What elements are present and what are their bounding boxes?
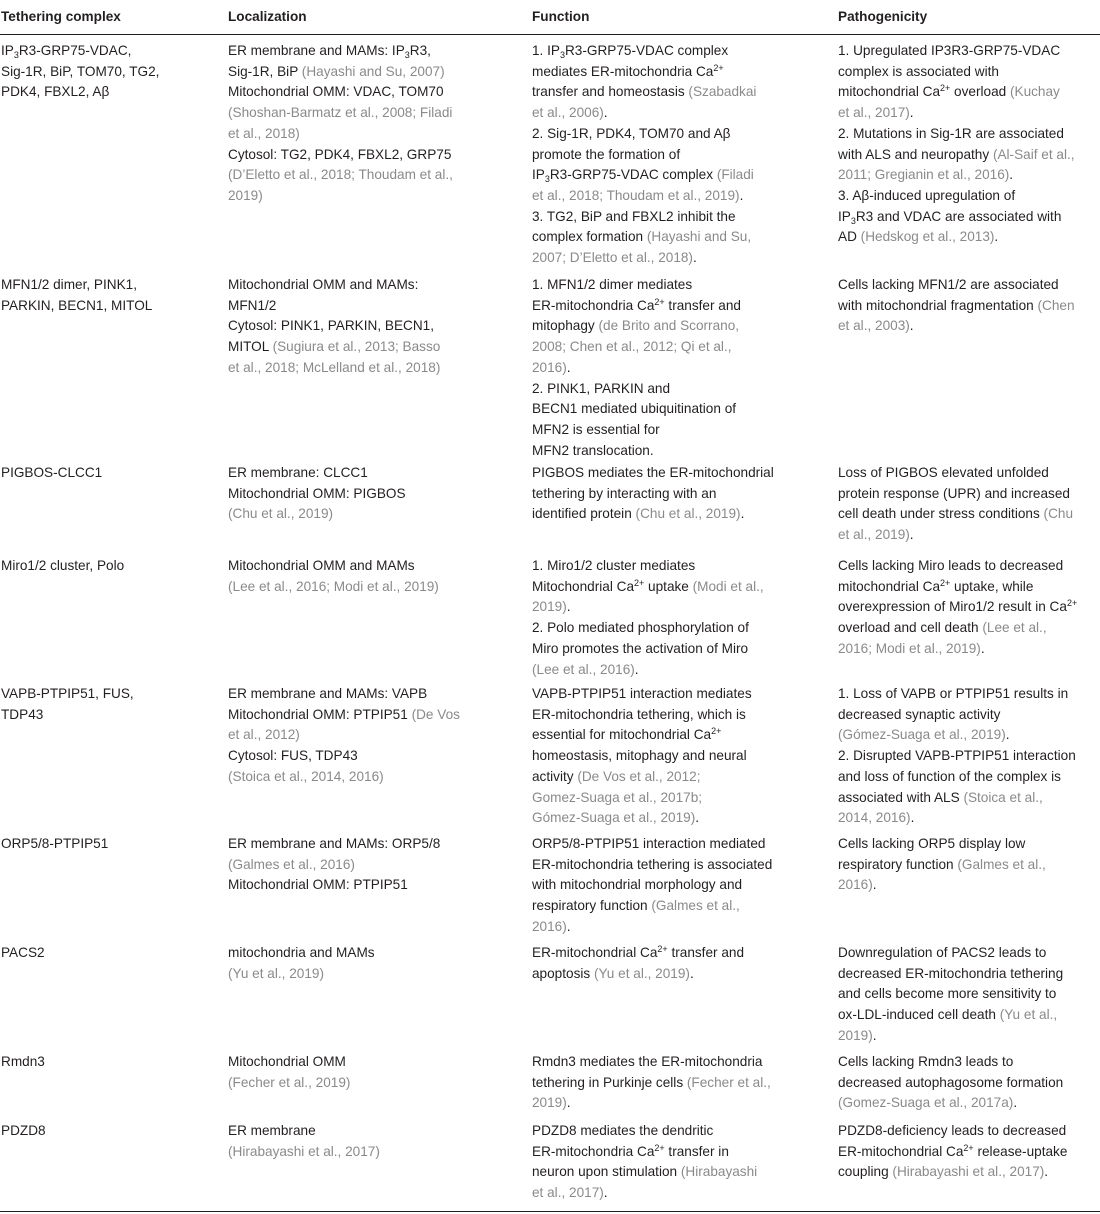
cell-text: 3. TG2, BiP and FBXL2 inhibit the	[532, 208, 736, 224]
superscript: 2+	[654, 296, 665, 307]
citation: 2016; Modi et al., 2019)	[838, 640, 981, 656]
cell-localization	[228, 1121, 528, 1162]
cell-function	[532, 41, 832, 269]
superscript: 2+	[1066, 598, 1078, 609]
cell-text: VAPB-PTPIP51 interaction mediates	[532, 686, 752, 701]
cell-text: .	[566, 599, 571, 615]
cell-text: transfer and homeostasis	[532, 84, 689, 100]
cell-text: Cells lacking Rmdn3 leads to	[838, 1054, 1014, 1069]
cell-localization	[228, 556, 528, 597]
citation: (Fecher et al., 2019)	[228, 1074, 351, 1090]
citation: (de Brito and Scorrano,	[598, 318, 740, 334]
cell-text: 2. Sig-1R, PDK4, TOM70 and Aβ	[532, 125, 731, 141]
cell-text: MITOL	[228, 339, 273, 355]
superscript: 2+	[963, 1142, 974, 1153]
citation: (Szabadkai	[688, 84, 757, 100]
superscript: 2+	[634, 577, 645, 588]
cell-text: ox-LDL-induced cell death	[838, 1007, 1000, 1023]
citation: (Shoshan-Barmatz et al., 2008; Filadi	[228, 105, 453, 121]
cell-text: R3,	[409, 43, 431, 58]
header-pathogenicity: Pathogenicity	[838, 9, 928, 24]
citation: (Al-Saif et al.,	[992, 146, 1075, 162]
citation: (Fecher et al.,	[686, 1074, 771, 1090]
cell-text: Rmdn3 mediates the ER-mitochondria	[532, 1054, 763, 1069]
citation: (Hayashi and Su, 2007)	[301, 63, 445, 79]
cell-pathogenicity	[838, 1052, 1100, 1114]
cell-text: coupling	[838, 1164, 893, 1180]
cell-text: .	[566, 359, 571, 375]
cell-text: IP	[838, 208, 851, 224]
cell-text: ER-mitochondria tethering, which is	[532, 706, 746, 722]
citation: 2007; D’Eletto et al., 2018)	[532, 250, 693, 266]
cell-text: .	[1013, 1095, 1018, 1111]
cell-text: uptake, while	[950, 578, 1034, 594]
header-localization: Localization	[228, 9, 307, 24]
cell-text: respiratory function	[532, 898, 652, 914]
superscript: 2+	[654, 1142, 665, 1153]
cell-text: R3-GRP75-VDAC complex	[549, 167, 717, 183]
cell-text: ER membrane and MAMs: ORP5/8	[228, 836, 441, 851]
citation: 2019)	[532, 599, 567, 615]
cell-text: 2. Disrupted VAPB-PTPIP51 interaction	[838, 748, 1076, 764]
citation: et al., 2012)	[228, 727, 300, 743]
citation: et al., 2019)	[838, 527, 910, 543]
cell-text: .	[872, 1027, 877, 1043]
cell-text: 3. Aβ-induced upregulation of	[838, 187, 1016, 203]
citation: et al., 2017)	[838, 105, 910, 121]
subscript: 3	[544, 174, 550, 185]
cell-text: ER-mitochondrial Ca	[838, 1143, 964, 1159]
citation: (Yu et al., 2019)	[593, 965, 690, 981]
citation: et al., 2018)	[228, 125, 300, 141]
superscript: 2+	[713, 62, 724, 73]
cell-text: release-uptake	[973, 1143, 1068, 1159]
cell-text: apoptosis	[532, 965, 594, 981]
cell-text: Cytosol: TG2, PDK4, FBXL2, GRP75	[228, 146, 452, 162]
cell-text: Rmdn3	[1, 1054, 45, 1069]
cell-text: and cells become more sensitivity to	[838, 986, 1057, 1002]
subscript: 3	[13, 50, 19, 60]
cell-text: .	[566, 1095, 571, 1111]
cell-text: PIGBOS-CLCC1	[1, 465, 103, 480]
cell-text: ER membrane	[228, 1123, 316, 1138]
cell-text: neuron upon stimulation	[532, 1164, 681, 1180]
cell-text: PDZD8	[1, 1123, 46, 1138]
citation: (Kuchay	[1009, 84, 1060, 100]
cell-text: activity	[532, 768, 578, 784]
cell-text: .	[739, 187, 744, 203]
cell-text: tethering in Purkinje cells	[532, 1074, 687, 1090]
citation: et al., 2003)	[838, 318, 910, 334]
cell-text: transfer in	[664, 1143, 729, 1159]
cell-function	[532, 834, 832, 938]
cell-function	[532, 1121, 832, 1204]
citation: et al., 2006)	[532, 105, 604, 121]
cell-tethering-complex	[1, 275, 216, 316]
cell-text: .	[603, 1185, 608, 1201]
citation: 2019)	[228, 187, 263, 203]
cell-text: TDP43	[1, 706, 44, 722]
citation: (De Vos et al., 2012;	[577, 768, 701, 784]
citation: 2014, 2016)	[838, 810, 911, 826]
cell-text: Cells lacking MFN1/2 are associated	[838, 277, 1059, 292]
table-bottom-rule	[0, 1211, 1100, 1212]
cell-text: uptake	[644, 578, 693, 594]
cell-text: .	[909, 527, 914, 543]
citation: (Galmes et al., 2016)	[228, 856, 355, 872]
cell-text: .	[566, 918, 571, 934]
cell-text: ER membrane: CLCC1	[228, 465, 368, 480]
citation: (Gómez-Suaga et al., 2019)	[838, 727, 1006, 743]
cell-text: .	[603, 105, 608, 121]
cell-localization	[228, 275, 528, 379]
cell-text: Mitochondrial OMM	[228, 1054, 346, 1069]
cell-tethering-complex	[1, 41, 216, 103]
cell-text: mediates ER-mitochondria Ca	[532, 63, 714, 79]
cell-text: Mitochondrial OMM: VDAC, TOM70	[228, 84, 444, 100]
cell-text: Downregulation of PACS2 leads to	[838, 945, 1047, 960]
cell-pathogenicity	[838, 943, 1100, 1047]
citation: (De Vos	[411, 706, 460, 722]
citation: (Stoica et al.,	[963, 789, 1043, 805]
cell-text: ER-mitochondrial Ca	[532, 945, 658, 960]
cell-text: .	[740, 506, 745, 522]
subscript: 3	[559, 50, 565, 60]
cell-text: with ALS and neuropathy	[838, 146, 993, 162]
cell-text: Mitochondrial OMM: PTPIP51	[228, 706, 412, 722]
cell-text: 2. Polo mediated phosphorylation of	[532, 620, 749, 636]
cell-text: ER-mitochondria tethering is associated	[532, 856, 773, 872]
cell-text: Sig-1R, BiP, TOM70, TG2,	[1, 63, 160, 79]
cell-pathogenicity	[838, 556, 1100, 660]
cell-text: .	[1005, 727, 1010, 743]
cell-text: Mitochondrial OMM: PIGBOS	[228, 485, 406, 501]
cell-text: 2. PINK1, PARKIN and	[532, 380, 671, 396]
superscript: 2+	[657, 944, 668, 954]
cell-text: ER-mitochondria Ca	[532, 1143, 655, 1159]
cell-text: .	[634, 661, 639, 677]
cell-text: Miro promotes the activation of Miro	[532, 640, 749, 656]
cell-localization	[228, 41, 528, 207]
cell-text: Cells lacking Miro leads to decreased	[838, 558, 1064, 573]
cell-text: associated with ALS	[838, 789, 964, 805]
citation: 2016)	[532, 359, 567, 375]
cell-text: protein response (UPR) and increased	[838, 485, 1070, 501]
citation: (Lee et al.,	[982, 620, 1047, 636]
cell-text: Mitochondrial Ca	[532, 578, 634, 594]
cell-pathogenicity	[838, 463, 1100, 546]
header-tethering-complex: Tethering complex	[1, 9, 121, 24]
cell-text: .	[1044, 1164, 1049, 1180]
cell-pathogenicity	[838, 834, 1100, 896]
cell-text: and loss of function of the complex is	[838, 768, 1061, 784]
citation: (Hirabayashi	[680, 1164, 758, 1180]
cell-localization	[228, 463, 528, 525]
cell-text: .	[692, 250, 697, 266]
cell-text: tethering by interacting with an	[532, 485, 717, 501]
cell-text: identified protein	[532, 506, 636, 522]
cell-text: Mitochondrial OMM and MAMs	[228, 558, 415, 573]
cell-text: mitochondrial Ca	[838, 578, 940, 594]
cell-text: ER-mitochondria Ca	[532, 297, 655, 313]
cell-text: .	[909, 105, 914, 121]
citation: (Chu et al., 2019)	[228, 506, 334, 522]
cell-text: PACS2	[1, 945, 45, 960]
cell-text: transfer and	[667, 945, 745, 960]
cell-text: Cells lacking ORP5 display low	[838, 836, 1026, 851]
citation: 2011; Gregianin et al., 2016)	[838, 167, 1010, 183]
cell-text: complex formation	[532, 229, 647, 245]
cell-function	[532, 1052, 832, 1114]
citation: (Gomez-Suaga et al., 2017a)	[838, 1095, 1014, 1111]
cell-text: PDK4, FBXL2, Aβ	[1, 84, 110, 100]
cell-text: R3-GRP75-VDAC complex	[564, 43, 729, 58]
cell-text: MFN1/2	[228, 297, 277, 313]
cell-text: mitochondria and MAMs	[228, 945, 375, 960]
cell-text: promote the formation of	[532, 146, 681, 162]
cell-text: Cytosol: FUS, TDP43	[228, 748, 358, 764]
cell-pathogenicity	[838, 41, 1100, 248]
citation: (Lee et al., 2016)	[532, 661, 635, 677]
cell-text: PIGBOS mediates the ER-mitochondrial	[532, 465, 774, 480]
cell-localization	[228, 943, 528, 984]
cell-tethering-complex	[1, 463, 216, 484]
citation: 2008; Chen et al., 2012; Qi et al.,	[532, 339, 732, 355]
cell-text: 1. IP	[532, 43, 560, 58]
citation: (Modi et al.,	[692, 578, 764, 594]
cell-text: BECN1 mediated ubiquitination of	[532, 401, 737, 417]
cell-text: IP	[1, 43, 14, 58]
citation: (D’Eletto et al., 2018; Thoudam et al.,	[228, 167, 453, 183]
cell-text: cell death under stress conditions	[838, 506, 1044, 522]
cell-text: complex is associated with	[838, 63, 999, 79]
citation: (Hedskog et al., 2013)	[860, 229, 995, 245]
citation: (Sugiura et al., 2013; Basso	[272, 339, 441, 355]
cell-text: 1. Miro1/2 cluster mediates	[532, 558, 696, 573]
subscript: 3	[850, 215, 856, 226]
citation: 2016)	[838, 877, 873, 893]
cell-text: AD	[838, 229, 861, 245]
cell-text: decreased ER-mitochondria tethering	[838, 965, 1064, 981]
subscript: 3	[404, 50, 410, 60]
citation: et al., 2017)	[532, 1185, 604, 1201]
cell-localization	[228, 1052, 528, 1093]
cell-text: decreased autophagosome formation	[838, 1074, 1064, 1090]
cell-function	[532, 684, 832, 829]
citation: (Galmes et al.,	[957, 856, 1046, 872]
cell-text: MFN2 is essential for	[532, 421, 660, 437]
cell-text: VAPB-PTPIP51, FUS,	[1, 686, 134, 701]
cell-text: .	[872, 877, 877, 893]
cell-text: ORP5/8-PTPIP51	[1, 836, 109, 851]
cell-text: homeostasis, mitophagy and neural	[532, 748, 747, 764]
cell-pathogenicity	[838, 275, 1100, 337]
cell-tethering-complex	[1, 834, 216, 855]
cell-pathogenicity	[838, 684, 1100, 829]
citation: (Stoica et al., 2014, 2016)	[228, 768, 384, 784]
citation: (Chu et al., 2019)	[635, 506, 741, 522]
cell-localization	[228, 684, 528, 788]
cell-text: PDZD8-deficiency leads to decreased	[838, 1123, 1067, 1138]
cell-text: 1. MFN1/2 dimer mediates	[532, 277, 693, 292]
citation: 2016)	[532, 918, 567, 934]
cell-function	[532, 556, 832, 680]
cell-tethering-complex	[1, 1052, 216, 1073]
cell-text: MFN1/2 dimer, PINK1,	[1, 277, 137, 292]
cell-text: 2. Mutations in Sig-1R are associated	[838, 125, 1064, 141]
superscript: 2+	[711, 726, 722, 737]
cell-tethering-complex	[1, 943, 216, 964]
cell-text: IP	[532, 167, 545, 183]
cell-text: Cytosol: PINK1, PARKIN, BECN1,	[228, 318, 434, 334]
cell-text: transfer and	[664, 297, 741, 313]
cell-text: Miro1/2 cluster, Polo	[1, 558, 125, 573]
cell-text: respiratory function	[838, 856, 958, 872]
cell-tethering-complex	[1, 556, 216, 577]
cell-function	[532, 275, 832, 461]
cell-text: Mitochondrial OMM and MAMs:	[228, 277, 419, 292]
citation: (Yu et al.,	[999, 1007, 1058, 1023]
cell-text: R3-GRP75-VDAC,	[18, 43, 132, 58]
citation: (Chen	[1037, 297, 1075, 313]
cell-tethering-complex	[1, 684, 216, 725]
citation: et al., 2018; McLelland et al., 2018)	[228, 359, 441, 375]
superscript: 2+	[940, 577, 951, 588]
citation: (Chu	[1043, 506, 1074, 522]
cell-text: with mitochondrial morphology and	[532, 877, 743, 893]
cell-text: ER membrane and MAMs: VAPB	[228, 686, 428, 701]
cell-tethering-complex	[1, 1121, 216, 1142]
cell-text: 1. Upregulated IP3R3-GRP75-VDAC	[838, 43, 1061, 58]
cell-text: .	[994, 229, 999, 245]
cell-text: ER membrane and MAMs: IP	[228, 43, 405, 58]
citation: 2019)	[838, 1027, 873, 1043]
table-header	[0, 0, 1100, 35]
citation: (Hirabayashi et al., 2017)	[892, 1164, 1045, 1180]
cell-text: MFN2 translocation.	[532, 442, 654, 458]
cell-text: mitochondrial Ca	[838, 84, 940, 100]
cell-text: overload and cell death	[838, 620, 983, 636]
cell-text: 1. Loss of VAPB or PTPIP51 results in	[838, 686, 1069, 701]
cell-text: .	[695, 810, 699, 826]
citation: (Hirabayashi et al., 2017)	[228, 1143, 380, 1159]
cell-pathogenicity	[838, 1121, 1100, 1183]
citation: (Hayashi and Su,	[646, 229, 752, 245]
cell-text: with mitochondrial fragmentation	[838, 297, 1038, 313]
cell-text: ORP5/8-PTPIP51 interaction mediated	[532, 836, 766, 851]
citation: (Galmes et al.,	[651, 898, 740, 914]
citation: (Filadi	[716, 167, 754, 183]
cell-text: .	[910, 810, 915, 826]
citation: et al., 2018; Thoudam et al., 2019)	[532, 187, 740, 203]
header-function: Function	[532, 9, 590, 24]
cell-localization	[228, 834, 528, 896]
cell-text: .	[689, 965, 694, 981]
superscript: 2+	[940, 83, 951, 94]
citation: (Lee et al., 2016; Modi et al., 2019)	[228, 578, 439, 594]
cell-text: R3 and VDAC are associated with	[855, 208, 1062, 224]
citation: Gomez-Suaga et al., 2017b;	[532, 789, 703, 805]
cell-text: overload	[950, 84, 1010, 100]
cell-text: .	[1009, 167, 1014, 183]
citation: Gómez-Suaga et al., 2019)	[532, 810, 696, 826]
cell-text: Mitochondrial OMM: PTPIP51	[228, 877, 408, 893]
cell-text: .	[909, 318, 914, 334]
cell-text: overexpression of Miro1/2 result in Ca	[838, 599, 1067, 615]
citation: 2019)	[532, 1095, 567, 1111]
cell-text: PDZD8 mediates the dendritic	[532, 1123, 714, 1138]
citation: (Yu et al., 2019)	[228, 965, 324, 981]
cell-text: essential for mitochondrial Ca	[532, 727, 712, 743]
cell-text: Sig-1R, BiP	[228, 63, 302, 79]
cell-text: PARKIN, BECN1, MITOL	[1, 297, 153, 313]
cell-function	[532, 943, 832, 984]
cell-text: Loss of PIGBOS elevated unfolded	[838, 465, 1049, 480]
cell-text: mitophagy	[532, 318, 599, 334]
cell-text: .	[980, 640, 985, 656]
cell-function	[532, 463, 832, 525]
cell-text: decreased synaptic activity	[838, 706, 1001, 722]
